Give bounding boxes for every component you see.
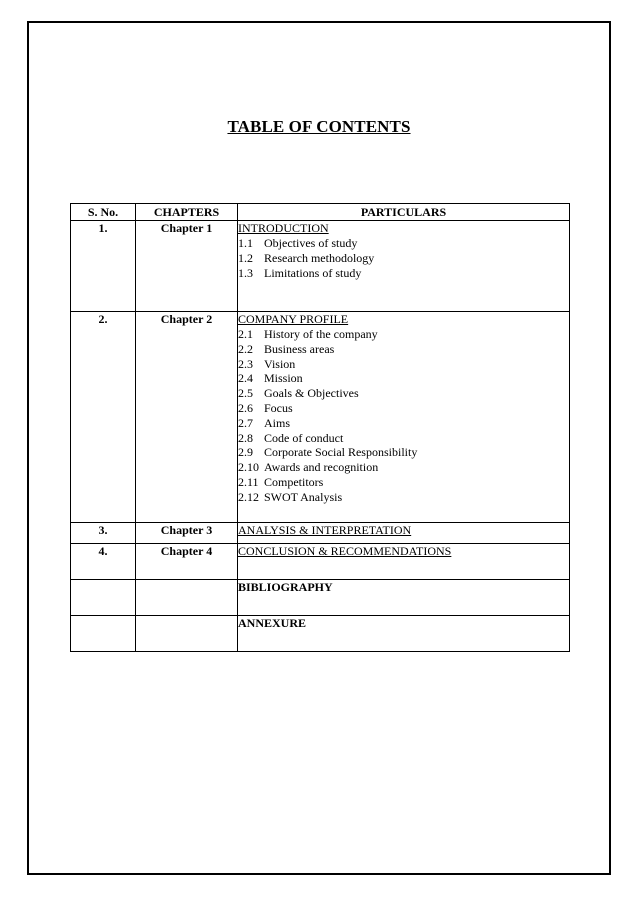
section-number: 1.2 <box>238 250 253 265</box>
section-title: Vision <box>264 356 296 371</box>
chapter-heading: COMPANY PROFILE <box>238 312 349 326</box>
section-number: 2.7 <box>238 415 253 430</box>
row-particulars <box>238 580 570 616</box>
toc-header-row <box>71 204 570 221</box>
section-number: 2.11 <box>238 474 259 489</box>
section-title: Mission <box>264 371 303 386</box>
section-number: 2.3 <box>238 356 253 371</box>
section-item <box>238 357 569 372</box>
header-chapters: CHAPTERS <box>136 204 238 221</box>
toc-table <box>70 203 570 652</box>
toc-row-6 <box>71 616 570 652</box>
section-number: 2.10 <box>238 460 259 475</box>
section-number: 2.2 <box>238 341 253 356</box>
section-title: SWOT Analysis <box>264 489 343 504</box>
row-sno: 3. <box>71 523 136 544</box>
chapter-heading: INTRODUCTION <box>238 221 329 235</box>
section-title: Corporate Social Responsibility <box>264 445 418 460</box>
section-title: Aims <box>264 415 291 430</box>
page-title: TABLE OF CONTENTS <box>227 117 411 136</box>
section-number: 2.4 <box>238 371 253 386</box>
section-title: Focus <box>264 400 293 415</box>
section-number: 2.1 <box>238 327 253 341</box>
toc-row-3 <box>71 523 570 544</box>
section-number: 2.5 <box>238 386 253 401</box>
section-item <box>238 490 569 505</box>
section-title: Awards and recognition <box>264 460 379 475</box>
section-item <box>238 460 569 475</box>
section-item <box>238 416 569 431</box>
row-chapter: Chapter 3 <box>136 523 238 544</box>
section-item <box>238 266 569 281</box>
section-item <box>238 371 569 386</box>
row-sno-empty <box>71 616 136 652</box>
section-item <box>238 251 569 266</box>
row-particulars <box>238 221 570 312</box>
section-item <box>238 445 569 460</box>
section-title: Business areas <box>264 341 335 356</box>
chapter-heading: ANALYSIS & INTERPRETATION <box>238 523 412 537</box>
annexure-heading: ANNEXURE <box>238 616 307 630</box>
section-title: Limitations of study <box>264 265 362 280</box>
row-sno-empty <box>71 580 136 616</box>
section-title: Goals & Objectives <box>264 386 359 401</box>
section-title: History of the company <box>264 327 378 341</box>
toc-row-2 <box>71 312 570 523</box>
row-particulars <box>238 312 570 523</box>
section-item <box>238 475 569 490</box>
section-title: Research methodology <box>264 250 375 265</box>
section-number: 1.3 <box>238 265 253 280</box>
toc-row-4 <box>71 544 570 580</box>
toc-row-1 <box>71 221 570 312</box>
row-chapter: Chapter 1 <box>136 221 238 312</box>
section-title: Competitors <box>264 474 324 489</box>
toc-row-5 <box>71 580 570 616</box>
section-number: 2.8 <box>238 430 253 445</box>
section-number: 2.6 <box>238 400 253 415</box>
section-item <box>238 342 569 357</box>
section-item <box>238 327 569 342</box>
row-particulars <box>238 523 570 544</box>
row-sno: 2. <box>71 312 136 523</box>
section-number: 1.1 <box>238 236 253 250</box>
section-item <box>238 236 569 251</box>
row-chapter: Chapter 2 <box>136 312 238 523</box>
row-chapter-empty <box>136 580 238 616</box>
header-particulars: PARTICULARS <box>238 204 570 221</box>
row-particulars <box>238 616 570 652</box>
row-particulars <box>238 544 570 580</box>
row-sno: 4. <box>71 544 136 580</box>
section-title: Code of conduct <box>264 430 344 445</box>
section-number: 2.9 <box>238 445 253 460</box>
chapter-heading: CONCLUSION & RECOMMENDATIONS <box>238 544 452 558</box>
bibliography-heading: BIBLIOGRAPHY <box>238 580 333 594</box>
section-title: Objectives of study <box>264 236 358 250</box>
row-sno: 1. <box>71 221 136 312</box>
row-chapter: Chapter 4 <box>136 544 238 580</box>
header-sno: S. No. <box>71 204 136 221</box>
section-item <box>238 386 569 401</box>
section-number: 2.12 <box>238 489 259 504</box>
section-item <box>238 431 569 446</box>
row-chapter-empty <box>136 616 238 652</box>
section-item <box>238 401 569 416</box>
